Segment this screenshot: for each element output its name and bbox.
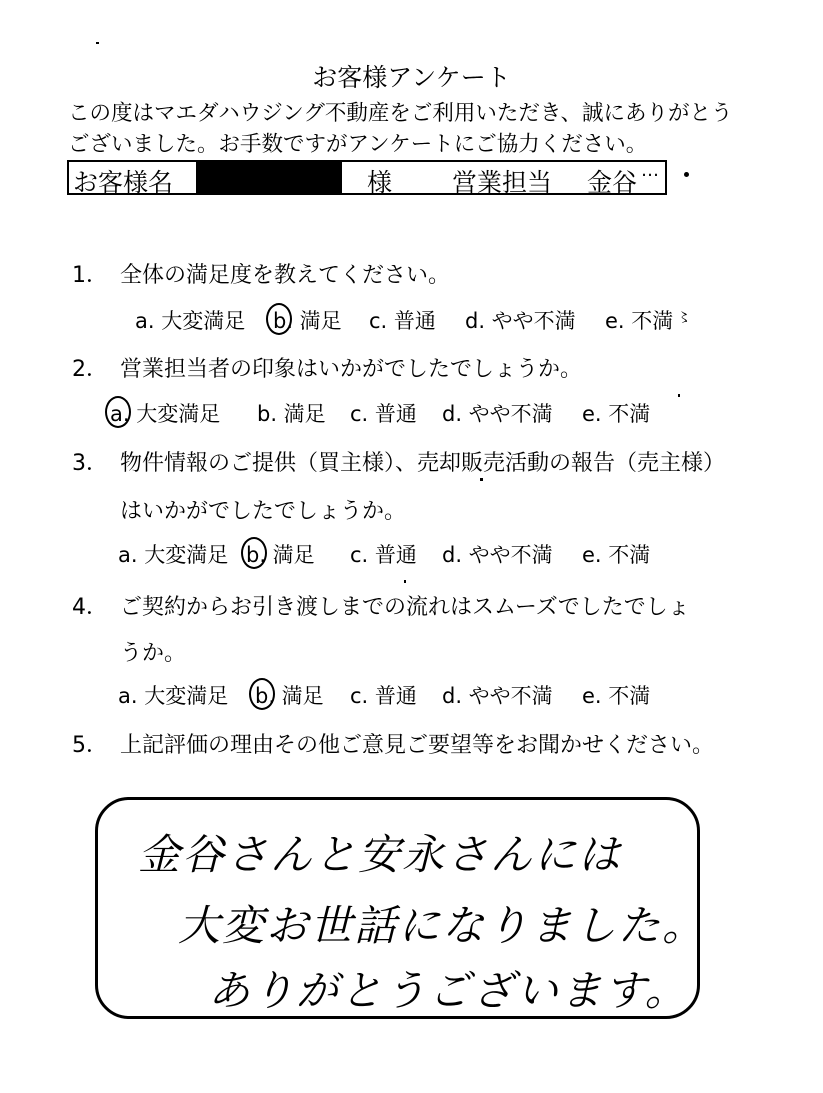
comment-line-3: ありがとうございます。 bbox=[208, 966, 689, 1015]
question-text: ご契約からお引き渡しまでの流れはスムーズでしたでしょ bbox=[120, 595, 690, 620]
option-b[interactable]: b. 満足 bbox=[255, 684, 324, 708]
question-3-continued: はいかがでしたでしょうか。 bbox=[120, 499, 407, 524]
question-number: 1． bbox=[72, 263, 108, 288]
customer-name-label: お客様名 bbox=[73, 168, 174, 197]
question-number: 3． bbox=[72, 451, 108, 476]
option-c[interactable]: c. 普通 bbox=[350, 543, 417, 567]
customer-info-box bbox=[67, 160, 667, 195]
survey-title: お客様アンケート bbox=[312, 63, 511, 92]
option-b[interactable]: b. 満足 bbox=[273, 309, 342, 333]
comment-line-1: 金谷さんと安永さんには bbox=[138, 830, 623, 879]
option-d[interactable]: d. やや不満 bbox=[442, 402, 553, 426]
question-text: 物件情報のご提供（買主様）、売却販売活動の報告（売主様） bbox=[120, 451, 726, 476]
option-e[interactable]: e. 不満 bbox=[605, 309, 674, 333]
scan-speck bbox=[480, 478, 483, 481]
sales-rep-label: 営業担当 bbox=[452, 168, 553, 197]
option-c[interactable]: c. 普通 bbox=[369, 309, 436, 333]
option-a[interactable]: a. 大変満足 bbox=[135, 309, 246, 333]
selected-circle bbox=[241, 537, 267, 569]
question-1-options bbox=[135, 305, 735, 339]
question-number: 5． bbox=[72, 733, 108, 758]
option-d[interactable]: d. やや不満 bbox=[465, 309, 576, 333]
option-c[interactable]: c. 普通 bbox=[350, 402, 417, 426]
scribble-mark: 〻 bbox=[677, 310, 691, 326]
honorific: 様 bbox=[367, 168, 393, 197]
question-text: 上記評価の理由その他ご意見ご要望等をお聞かせください。 bbox=[120, 733, 715, 758]
option-e[interactable]: e. 不満 bbox=[582, 684, 651, 708]
option-a[interactable]: a. 大変満足 bbox=[110, 402, 221, 426]
selected-circle bbox=[266, 303, 292, 335]
option-e[interactable]: e. 不満 bbox=[582, 402, 651, 426]
scan-speck bbox=[96, 42, 99, 44]
stray-mark bbox=[684, 172, 689, 177]
option-c[interactable]: c. 普通 bbox=[350, 684, 417, 708]
option-a[interactable]: a. 大変満足 bbox=[118, 684, 229, 708]
intro-text: この度はマエダハウジング不動産をご利用いただき、誠にありがとうございました。お手数ですがアンケートにご協力ください。 bbox=[68, 101, 733, 157]
question-number: 2． bbox=[72, 357, 108, 382]
scan-speck bbox=[678, 394, 680, 397]
comment-line-2: 大変お世話になりました。 bbox=[178, 901, 707, 950]
option-b[interactable]: b. 満足 bbox=[246, 543, 315, 567]
selected-circle bbox=[105, 396, 131, 428]
option-d[interactable]: d. やや不満 bbox=[442, 543, 553, 567]
redacted-customer-name bbox=[196, 162, 342, 193]
sales-rep-dots: … bbox=[641, 160, 659, 181]
question-text: 営業担当者の印象はいかがでしたでしょうか。 bbox=[120, 357, 583, 382]
option-d[interactable]: d. やや不満 bbox=[442, 684, 553, 708]
option-e[interactable]: e. 不満 bbox=[582, 543, 651, 567]
question-text: 全体の満足度を教えてください。 bbox=[120, 263, 451, 288]
question-2-options bbox=[110, 398, 710, 432]
question-number: 4． bbox=[72, 595, 108, 620]
option-a[interactable]: a. 大変満足 bbox=[118, 543, 229, 567]
option-b[interactable]: b. 満足 bbox=[257, 402, 326, 426]
selected-circle bbox=[249, 678, 275, 710]
question-4-continued: うか。 bbox=[120, 641, 187, 666]
scan-speck bbox=[404, 580, 406, 583]
question-4-options bbox=[118, 680, 718, 714]
sales-rep-name: 金谷 bbox=[587, 168, 638, 197]
question-3-options bbox=[118, 539, 718, 573]
